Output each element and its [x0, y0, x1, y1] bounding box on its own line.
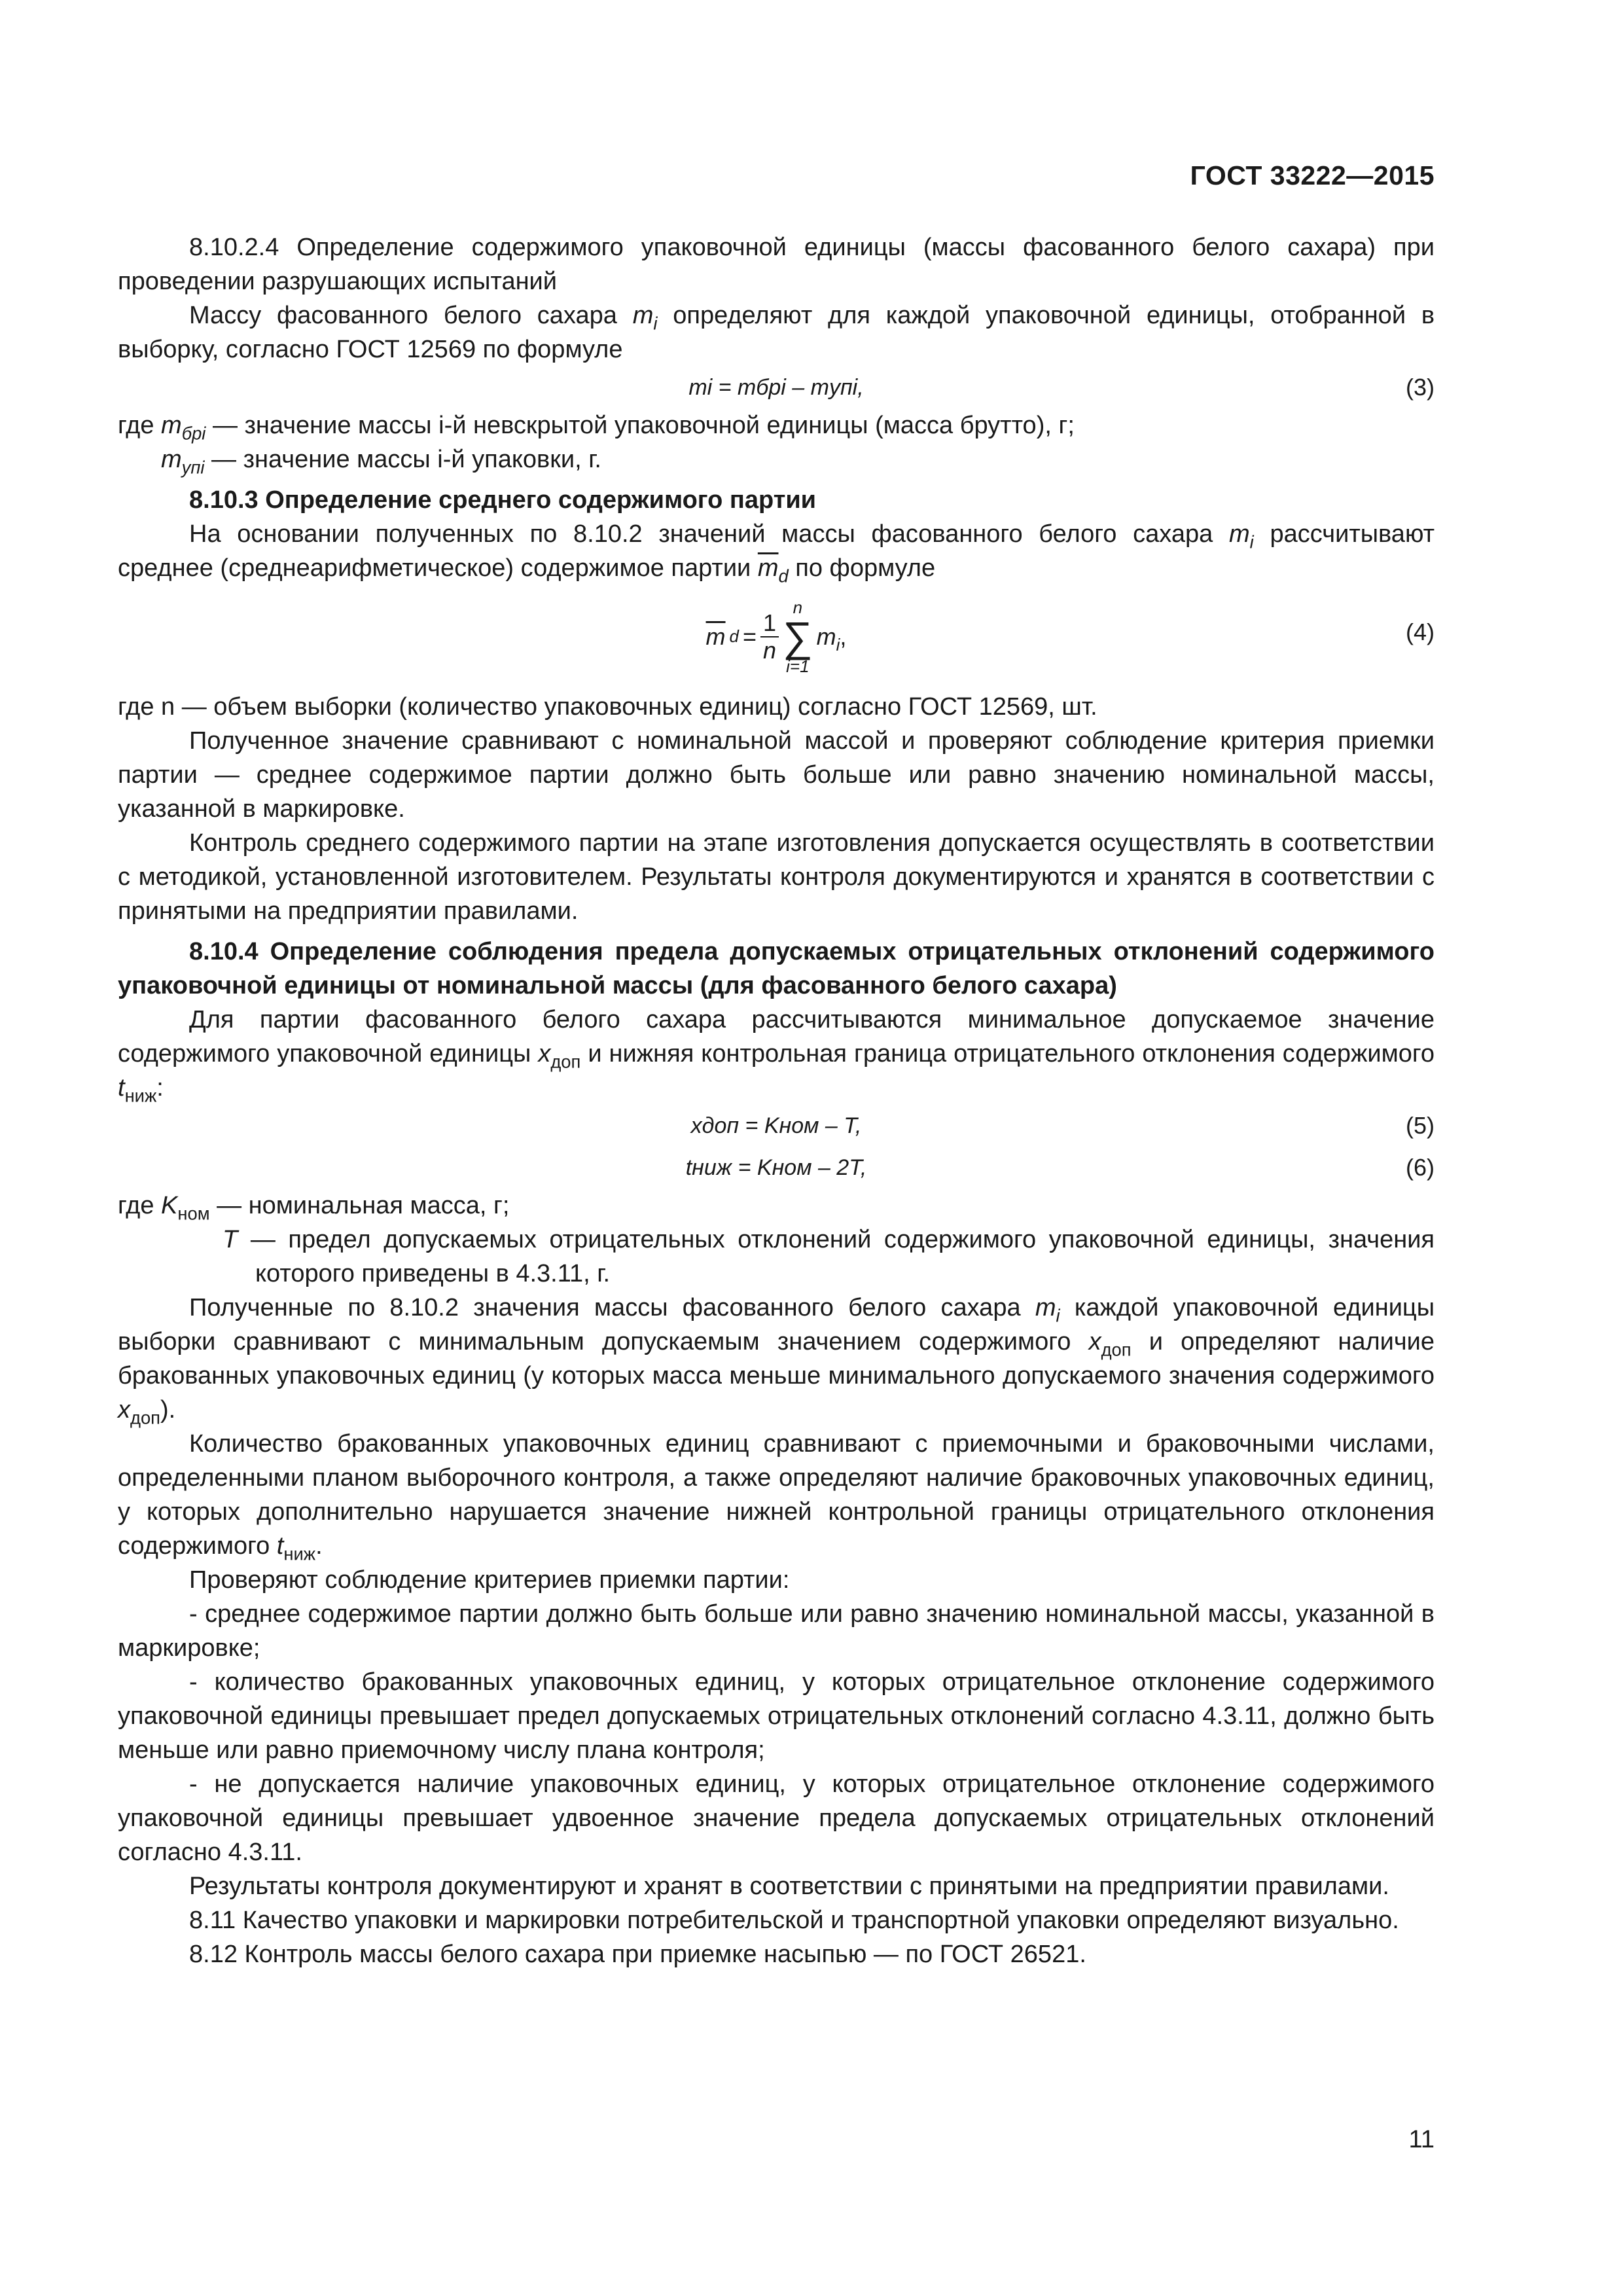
- section-8-10-4-heading: 8.10.4 Определение соблюдения предела допускаемых отрицательных отклонений содержимого упаковочной единицы от номинальной массы (для фасованного белого сахара): [118, 938, 1435, 999]
- section-8-10-3-paragraph-1: На основании полученных по 8.10.2 значений массы фасованного белого сахара $m_i$ рассчитывают среднее (среднеарифметическое) содержимое партии $\overline{m}_d$ по формуле: [118, 520, 1435, 586]
- criteria-item-2: - количество бракованных упаковочных единиц, у которых отрицательное отклонение содержимого упаковочной единицы превышает предел допускаемых отрицательных отклонений согласно 4.3.11, должно быть меньше или равно приемочному числу плана контроля;: [118, 1668, 1435, 1764]
- section-8-10-4-paragraph-4: Проверяют соблюдение критериев приемки партии:: [189, 1566, 790, 1594]
- section-8-10-3-heading: 8.10.3 Определение среднего содержимого партии: [189, 486, 817, 514]
- document-page: [118, 0, 1435, 2296]
- section-8-10-3-paragraph-2: Полученное значение сравнивают с номинальной массой и проверяют соблюдение критерия приемки партии — среднее содержимое партии должно быть больше или равно значению номинальной массы, указанной в маркировке.: [118, 727, 1435, 823]
- section-8-10-4-paragraph-3: Количество бракованных упаковочных единиц сравнивают с приемочными и браковочными числами, определенными планом выборочного контроля, а также определяют наличие браковочных упаковочных единиц, у которых дополнительно нарушается значение нижней контрольной границы отрицательного отклонения содержимого $t_{ниж}$.: [118, 1430, 1435, 1564]
- formula-5-where-2: T — предел допускаемых отрицательных отклонений содержимого упаковочной единицы, значения которого приведены в 4.3.11, г.: [223, 1226, 1435, 1287]
- section-8-10-3-paragraph-3: Контроль среднего содержимого партии на этапе изготовления допускается осуществлять в соответствии с методикой, установленной изготовителем. Результаты контроля документируются и хранятся в соответствии с принятыми на предприятии правилами.: [118, 829, 1435, 925]
- criteria-item-3: - не допускается наличие упаковочных единиц, у которых отрицательное отклонение содержимого упаковочной единицы превышает удвоенное значение предела допускаемых отрицательных отклонений согласно 4.3.11.: [118, 1770, 1435, 1866]
- formula-6: [118, 1147, 1435, 1189]
- formula-5: [118, 1105, 1435, 1147]
- section-8-10-4-paragraph-1: Для партии фасованного белого сахара рассчитываются минимальное допускаемое значение содержимого упаковочной единицы $x_{доп}$ и нижняя контрольная граница отрицательного отклонения содержимого $t_{ниж}$:: [118, 1006, 1435, 1106]
- formula-6-expression: tниж = Kном – 2T,: [685, 1155, 867, 1180]
- formula-3: [118, 367, 1435, 408]
- formula-4-where: где n — объем выборки (количество упаковочных единиц) согласно ГОСТ 12569, шт.: [118, 693, 1097, 721]
- section-8-10-4-paragraph-5: Результаты контроля документируют и хранят в соответствии с принятыми на предприятии правилами.: [189, 1873, 1389, 1900]
- formula-3-where-2: $m_{упi}$ — значение массы i-й упаковки, г.: [161, 446, 601, 478]
- formula-3-where-1: где $m_{брi}$ — значение массы i-й невскрытой упаковочной единицы (масса брутто), г;: [118, 412, 1075, 444]
- section-8-11: 8.11 Качество упаковки и маркировки потребительской и транспортной упаковки определяют визуально.: [189, 1907, 1399, 1934]
- section-8-10-4-paragraph-2: Полученные по 8.10.2 значения массы фасованного белого сахара $m_i$ каждой упаковочной единицы выборки сравнивают с минимальным допускаемым значением содержимого $x_{доп}$ и определяют наличие бракованных упаковочных единиц (у которых масса меньше минимального допускаемого значения содержимого $x_{доп}$).: [118, 1294, 1435, 1428]
- formula-4-expression: $\overline{m}$ d = $\frac{1}{n}$ n ∑ i=1 $m_i$,: [705, 598, 847, 676]
- formula-3-expression: mi = mбрi – mупi,: [688, 375, 864, 400]
- page-number: 11: [1408, 2126, 1435, 2153]
- formula-4: [118, 585, 1435, 690]
- formula-6-number: (6): [1406, 1154, 1435, 1181]
- standard-number: ГОСТ 33222—2015: [1190, 160, 1435, 190]
- formula-3-number: (3): [1406, 374, 1435, 401]
- formula-5-where-1: где $K_{ном}$ — номинальная масса, г;: [118, 1192, 510, 1224]
- page-content: [118, 230, 1435, 1971]
- section-8-10-2-4-heading: 8.10.2.4 Определение содержимого упаковочной единицы (массы фасованного белого сахара) при проведении разрушающих испытаний: [118, 234, 1435, 295]
- section-8-10-2-4-paragraph: Массу фасованного белого сахара $m_i$ определяют для каждой упаковочной единицы, отобранной в выборку, согласно ГОСТ 12569 по формуле: [118, 302, 1435, 363]
- fraction: $\frac{1}{n}$: [760, 610, 779, 664]
- criteria-item-1: - среднее содержимое партии должно быть больше или равно значению номинальной массы, указанной в маркировке;: [118, 1600, 1435, 1662]
- formula-4-number: (4): [1406, 619, 1435, 645]
- sum-sign: n ∑ i=1: [783, 598, 813, 676]
- formula-5-expression: xдоп = Kном – T,: [690, 1113, 862, 1138]
- formula-5-number: (5): [1406, 1112, 1435, 1139]
- section-8-12: 8.12 Контроль массы белого сахара при приемке насыпью — по ГОСТ 26521.: [189, 1941, 1086, 1968]
